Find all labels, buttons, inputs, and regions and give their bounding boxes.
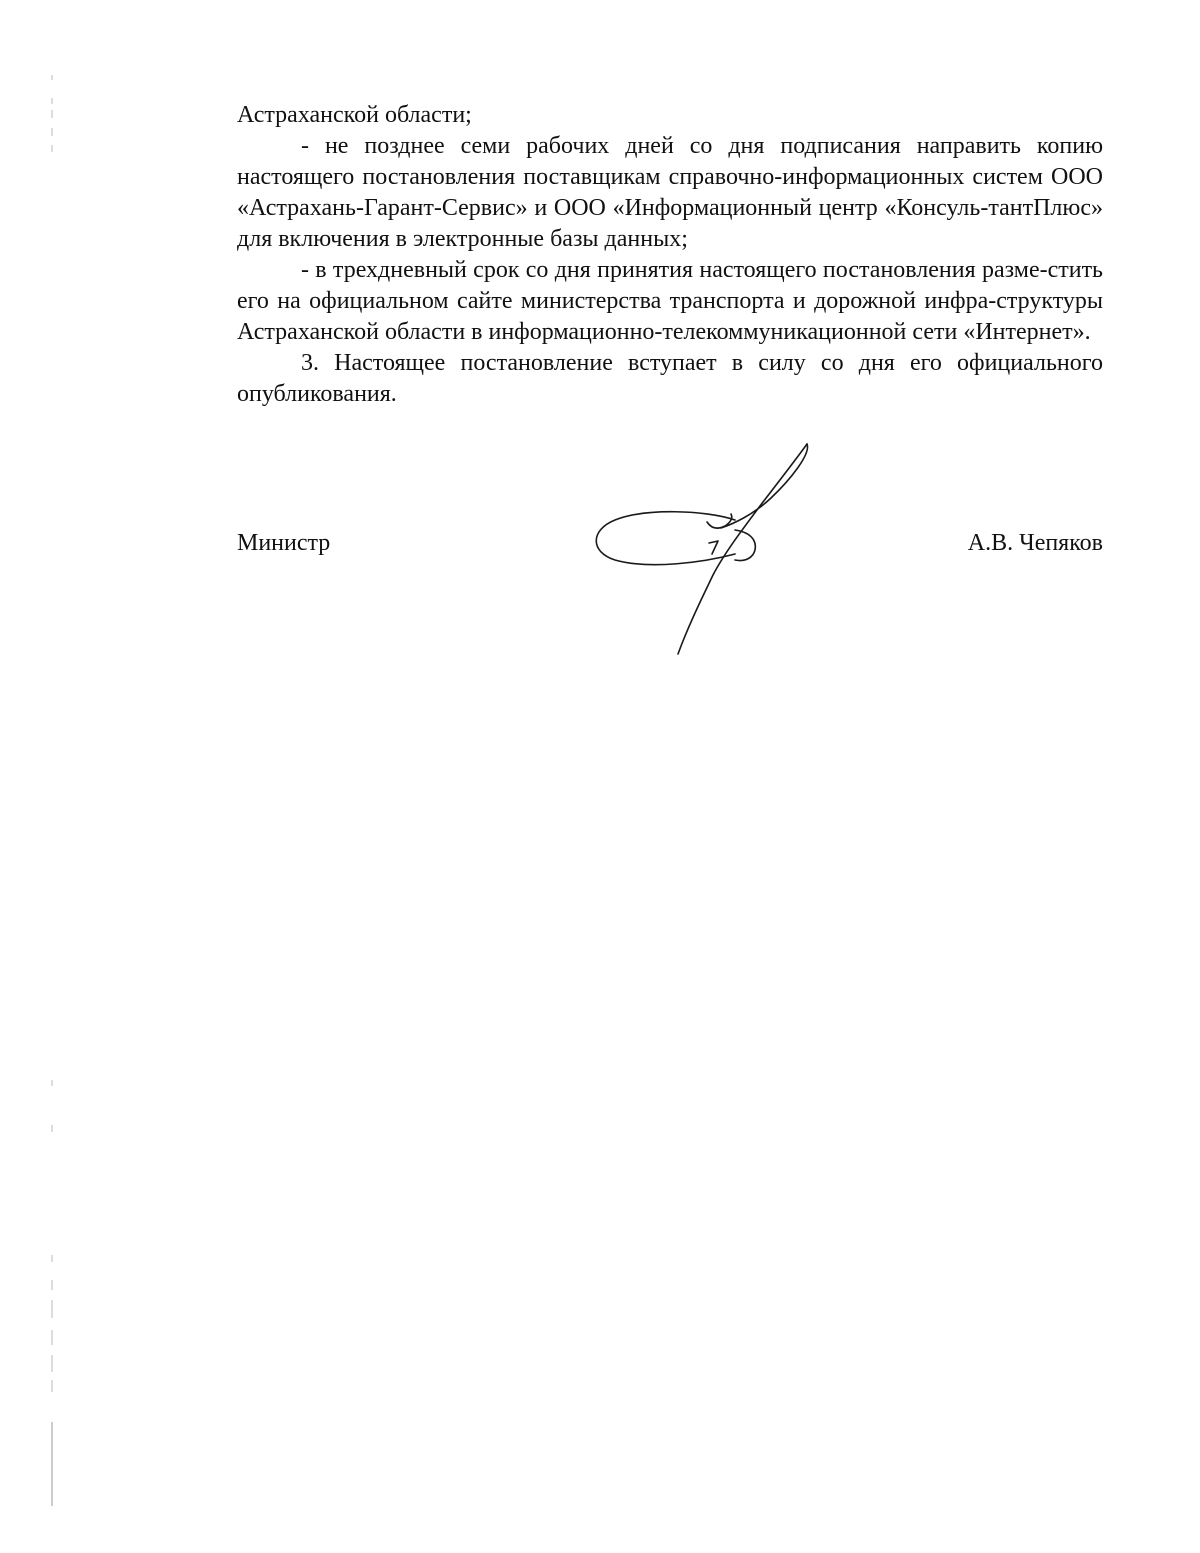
handwritten-signature xyxy=(585,440,825,665)
document-body xyxy=(237,100,1103,410)
signatory-position: Министр xyxy=(237,530,331,556)
paragraph-entry-into-force: 3. Настоящее постановление вступает в силу со дня его официального опубликования. xyxy=(237,350,1103,407)
paragraph-publish-website: - в трехдневный срок со дня принятия настоящего постановления разме-стить его на официальном сайте министерства транспорта и дорожной инфра-структуры Астраханской области в информационно-телекоммуникационной сети «Интернет». xyxy=(237,257,1103,345)
scan-margin-marks xyxy=(45,0,65,1553)
paragraph-copy-to-providers: - не позднее семи рабочих дней со дня подписания направить копию настоящего постановления поставщикам справочно-информационных систем ООО «Астрахань-Гарант-Сервис» и ООО «Информационный центр «Консуль-тантПлюс» для включения в электронные базы данных; xyxy=(237,133,1103,252)
paragraph-region-line: Астраханской области; xyxy=(237,102,472,128)
signatory-name: А.В. Чепяков xyxy=(967,530,1103,556)
